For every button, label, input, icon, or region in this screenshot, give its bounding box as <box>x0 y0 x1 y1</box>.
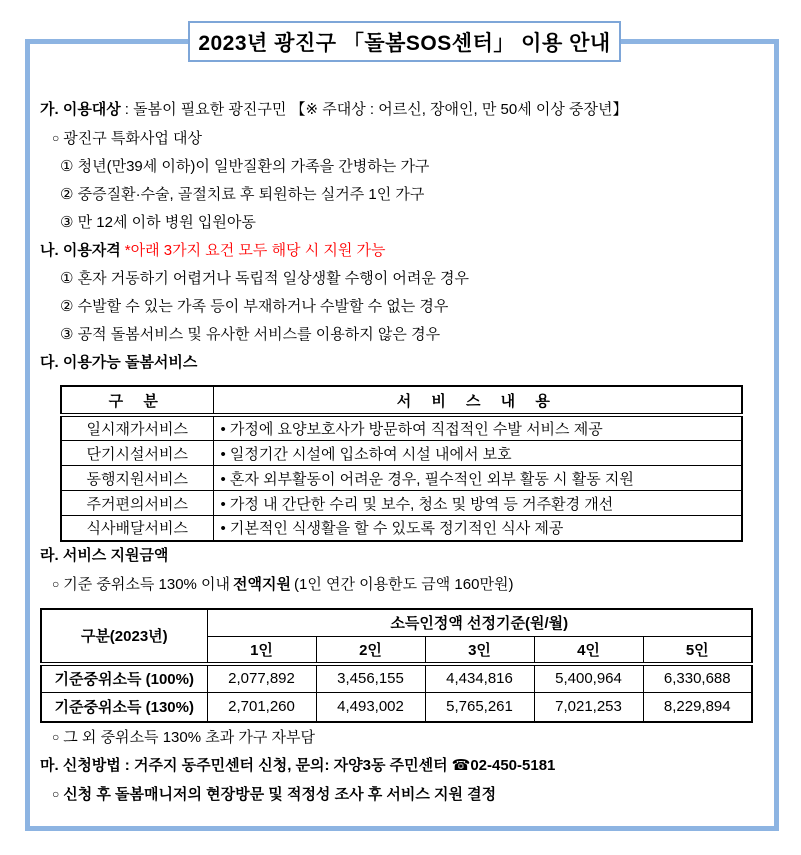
section-na-note: *아래 3가지 요건 모두 해당 시 지원 가능 <box>124 242 386 259</box>
income-header-category: 구분(2023년) <box>41 609 207 664</box>
circle-bullet-icon: ○ <box>52 131 60 145</box>
income-row-130-v5: 8,229,894 <box>643 693 752 722</box>
svc-row-5 <box>61 516 742 541</box>
care-services-table <box>60 385 743 542</box>
section-ga-label: 가. 이용대상 <box>40 101 121 118</box>
section-la-bullet-bold: 전액지원 <box>233 575 292 593</box>
section-ga-text: : 돌봄이 필요한 광진구민 【※ 주대상 : 어르신, 장애인, 만 50세 이상 중장년】 <box>124 101 628 118</box>
svc-row-3 <box>61 466 742 491</box>
section-ma-bullet <box>40 780 766 809</box>
svc-row-3-label: 동행지원서비스 <box>61 466 213 491</box>
section-ma-label: 마. 신청방법 <box>40 756 121 774</box>
circle-bullet-icon: ○ <box>52 786 60 801</box>
document-content <box>30 44 774 809</box>
svc-row-5-label: 식사배달서비스 <box>61 516 213 541</box>
income-row-100 <box>41 664 752 693</box>
svc-row-2-desc: • 일정기간 시설에 입소하여 시설 내에서 보호 <box>213 441 742 466</box>
section-ga-item-2: ② 중증질환·수술, 골절치료 후 퇴원하는 실거주 1인 가구 <box>60 186 425 203</box>
income-row-130-v3: 5,765,261 <box>425 693 534 722</box>
svc-row-1-label: 일시재가서비스 <box>61 415 213 441</box>
svc-row-4-desc: • 가정 내 간단한 수리 및 보수, 청소 및 방역 등 거주환경 개선 <box>213 491 742 516</box>
svc-row-5-desc: • 기본적인 식생활을 할 수 있도록 정기적인 식사 제공 <box>213 516 742 541</box>
svc-row-1-desc: • 가정에 요양보호사가 방문하여 직접적인 수발 서비스 제공 <box>213 415 742 441</box>
svc-header-row <box>61 386 742 415</box>
section-na-label: 나. 이용자격 <box>40 242 121 259</box>
income-row-130-v2: 4,493,002 <box>316 693 425 722</box>
section-la-bullet2 <box>40 723 766 752</box>
svc-row-2-label: 단기시설서비스 <box>61 441 213 466</box>
section-la-heading: 라. 서비스 지원금액 <box>40 546 169 564</box>
svc-header-content: 서 비 스 내 용 <box>213 386 742 415</box>
income-subheader-3: 3인 <box>425 637 534 664</box>
income-row-100-v3: 4,434,816 <box>425 664 534 693</box>
svc-row-2 <box>61 441 742 466</box>
section-da-heading: 다. 이용가능 돌봄서비스 <box>40 354 198 371</box>
svc-header-category: 구 분 <box>61 386 213 415</box>
phone-icon: ☎ <box>451 756 471 774</box>
section-ga-bullet-text: 광진구 특화사업 대상 <box>63 130 202 147</box>
section-ga-item-3: ③ 만 12세 이하 병원 입원아동 <box>60 214 256 231</box>
income-row-130-label: 기준중위소득 (130%) <box>41 693 207 722</box>
income-row-100-label: 기준중위소득 (100%) <box>41 664 207 693</box>
circle-bullet-icon: ○ <box>52 576 60 591</box>
section-ma-heading <box>40 752 766 780</box>
svc-row-4 <box>61 491 742 516</box>
section-la-bullet <box>40 570 766 599</box>
svc-row-1 <box>61 415 742 441</box>
section-ma-text: : 거주지 동주민센터 신청, 문의: 자양3동 주민센터 <box>124 756 448 774</box>
section-ga-bullet <box>40 124 766 153</box>
section-la-bullet2-text: 그 외 중위소득 130% 초과 가구 자부담 <box>63 728 315 746</box>
income-row-130 <box>41 693 752 722</box>
section-ga-heading <box>40 96 766 124</box>
income-criteria-table <box>40 608 753 723</box>
income-header-span: 소득인정액 선정기준(원/월) <box>207 609 752 637</box>
income-row-130-v1: 2,701,260 <box>207 693 316 722</box>
section-ga-item-1: ① 청년(만39세 이하)이 일반질환의 가족을 간병하는 가구 <box>60 158 430 175</box>
section-la-bullet-post: (1인 연간 이용한도 금액 160만원) <box>294 575 514 593</box>
section-la-bullet-pre: 기준 중위소득 130% 이내 <box>63 575 231 593</box>
income-subheader-1: 1인 <box>207 637 316 664</box>
document-title-box <box>188 21 621 62</box>
income-subheader-4: 4인 <box>534 637 643 664</box>
income-row-100-v4: 5,400,964 <box>534 664 643 693</box>
section-na-item-3: ③ 공적 돌봄서비스 및 유사한 서비스를 이용하지 않은 경우 <box>60 326 441 343</box>
income-row-130-v4: 7,021,253 <box>534 693 643 722</box>
section-na-item-2: ② 수발할 수 있는 가족 등이 부재하거나 수발할 수 없는 경우 <box>60 298 449 315</box>
income-row-100-v2: 3,456,155 <box>316 664 425 693</box>
income-row-100-v5: 6,330,688 <box>643 664 752 693</box>
svc-row-3-desc: • 혼자 외부활동이 어려운 경우, 필수적인 외부 활동 시 활동 지원 <box>213 466 742 491</box>
income-subheader-5: 5인 <box>643 637 752 664</box>
svc-row-4-label: 주거편의서비스 <box>61 491 213 516</box>
section-ma-bullet-text: 신청 후 돌봄매니저의 현장방문 및 적정성 조사 후 서비스 지원 결정 <box>63 785 497 803</box>
section-na-heading <box>40 237 766 265</box>
income-row-100-v1: 2,077,892 <box>207 664 316 693</box>
income-subheader-2: 2인 <box>316 637 425 664</box>
section-ma-phone: 02-450-5181 <box>470 756 556 774</box>
circle-bullet-icon: ○ <box>52 729 60 744</box>
section-na-item-1: ① 혼자 거동하기 어렵거나 독립적 일상생활 수행이 어려운 경우 <box>60 270 470 287</box>
page-title: 2023년 광진구 「돌봄SOS센터」 이용 안내 <box>198 31 611 55</box>
income-header-row <box>41 609 752 637</box>
document-border-frame <box>25 39 779 831</box>
